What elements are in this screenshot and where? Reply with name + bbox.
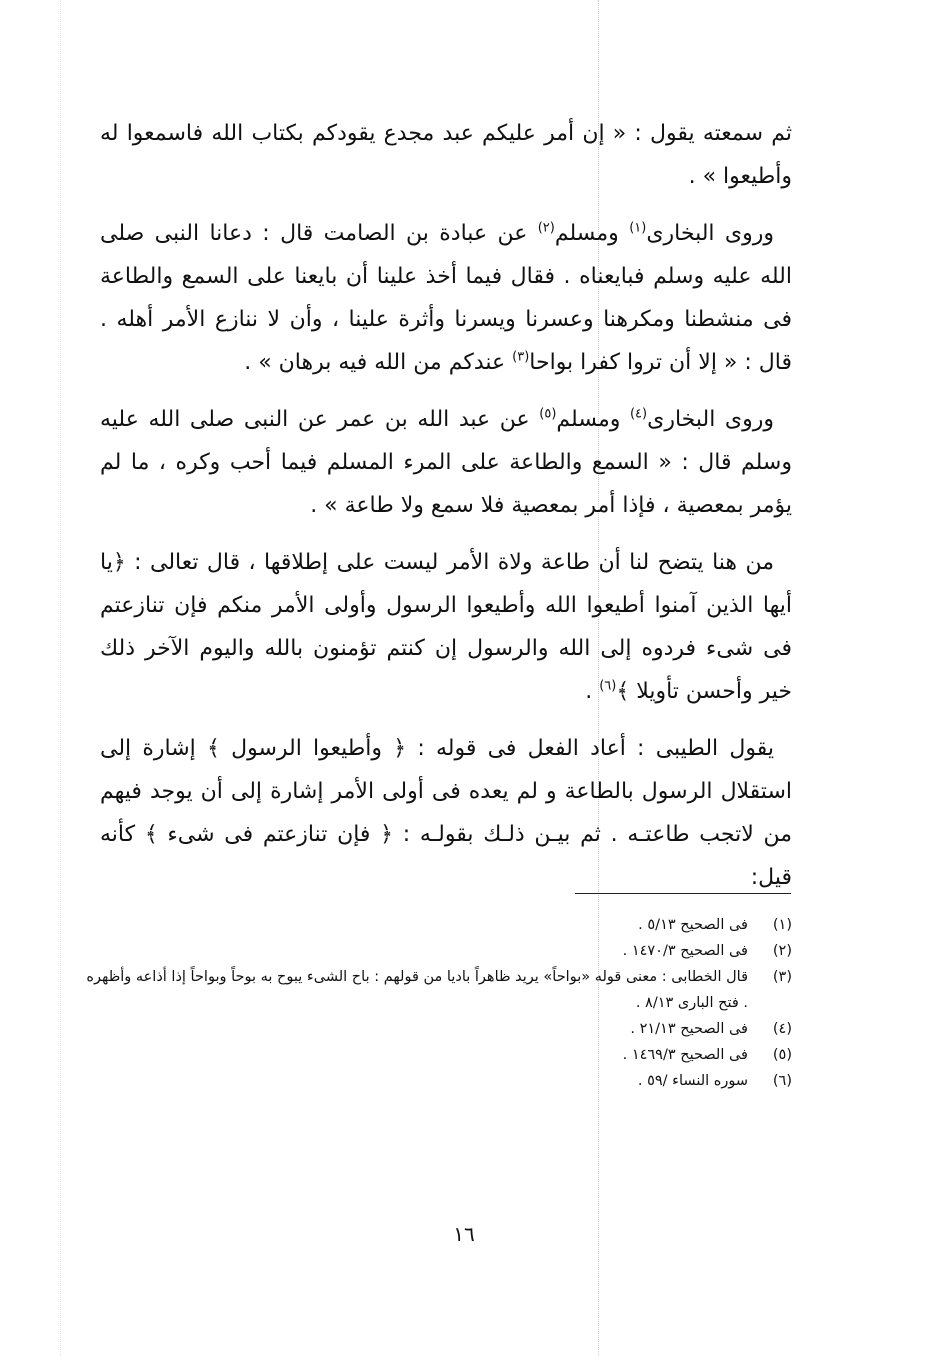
page-number: ١٦ bbox=[453, 1222, 475, 1246]
paragraph-text: . bbox=[585, 679, 600, 704]
footnote bbox=[80, 912, 792, 938]
footnote-number: (١) bbox=[772, 917, 792, 933]
paragraph-text: ومسلم bbox=[554, 221, 630, 246]
footnote-marker: (٤) bbox=[629, 406, 648, 422]
footnote-number: (٣) bbox=[772, 969, 792, 985]
footnote bbox=[80, 1068, 792, 1094]
paragraph-text: من هنا يتضح لنا أن طاعة ولاة الأمر ليست على إطلاقها ، قال تعالى : ﴿يا أيها الذين آمنوا أطيعوا الله وأطيعوا الرسول وأولى الأمر منكم فإن تنازعتم فى شىء فردوه إلى الله والرسول إن كنتم تؤمنون بالله واليوم الآخر ذلك خير وأحسن تأويلا ﴾ bbox=[100, 550, 792, 704]
footnote bbox=[80, 1042, 792, 1068]
footnote bbox=[80, 1016, 792, 1042]
main-text bbox=[100, 112, 792, 913]
paragraph bbox=[100, 541, 792, 713]
paragraph-text: عندكم من الله فيه برهان » . bbox=[244, 350, 513, 375]
paragraph bbox=[100, 727, 792, 899]
paragraph-text: عن عبادة بن الصامت قال : دعانا النبى صلى الله عليه وسلم فبايعناه . فقال فيما أخذ علينا أن بايعنا على السمع والطاعة فى منشطنا ومكرهنا وعسرنا ويسرنا وأثرة علينا ، وأن لا ننازع الأمر أهله . قال : « إلا أن تروا كفرا بواحا bbox=[100, 221, 792, 375]
paragraph-text: ومسلم bbox=[556, 407, 630, 432]
footnote-number: (٦) bbox=[772, 1073, 792, 1089]
paragraph-text: عن عبد الله بن عمر عن النبى صلى الله عليه وسلم قال : « السمع والطاعة على المرء المسلم فيما أحب وكره ، ما لم يؤمر بمعصية ، فإذا أمر بمعصية فلا سمع ولا طاعة » . bbox=[100, 407, 792, 518]
footnote-number: (٥) bbox=[772, 1047, 792, 1063]
paragraph bbox=[100, 112, 792, 198]
footnote-text: فى الصحيح ٢١/١٣ . bbox=[630, 1021, 748, 1037]
footnote-text: فى الصحيح ١٤٧٠/٣ . bbox=[622, 943, 748, 959]
paragraph-text: يقول الطيبى : أعاد الفعل فى قوله : ﴿ وأطيعوا الرسول ﴾ إشارة إلى استقلال الرسول بالطاعة و لم يعده فى أولى الأمر إشارة إلى أن يوجد فيهم من لاتجب طاعتـه . ثم بيـن ذلـك بقولـه : ﴿ فإن تنازعتم فى شىء ﴾ كأنه قيل: bbox=[100, 736, 792, 890]
footnote-text: فى الصحيح ٥/١٣ . bbox=[638, 917, 748, 933]
paragraph bbox=[100, 212, 792, 384]
footnote bbox=[80, 938, 792, 964]
footnote-separator bbox=[575, 893, 791, 894]
footnote-marker: (١) bbox=[629, 220, 647, 236]
footnote-number: (٤) bbox=[772, 1021, 792, 1037]
scan-artifact-line-left bbox=[60, 0, 61, 1356]
footnote-marker: (٦) bbox=[599, 678, 617, 694]
footnote bbox=[80, 964, 792, 1016]
paragraph bbox=[100, 398, 792, 527]
footnotes bbox=[80, 912, 792, 1094]
footnote-marker: (٣) bbox=[512, 349, 530, 365]
footnote-text: سوره النساء /٥٩ . bbox=[637, 1073, 748, 1089]
paragraph-text: وروى البخارى bbox=[647, 407, 775, 432]
footnote-number: (٢) bbox=[772, 943, 792, 959]
paragraph-text: ثم سمعته يقول : « إن أمر عليكم عبد مجدع يقودكم بكتاب الله فاسمعوا له وأطيعوا » . bbox=[100, 121, 792, 189]
footnote-text: فى الصحيح ١٤٦٩/٣ . bbox=[622, 1047, 748, 1063]
footnote-text: قال الخطابى : معنى قوله «بواحاً» يريد ظاهراً باديا من قولهم : باح الشىء يبوح به بوحاً وبواحاً إذا أذاعه وأظهره . فتح البارى ٨/١٣ . bbox=[86, 969, 748, 1011]
footnote-marker: (٢) bbox=[537, 220, 555, 236]
footnote-marker: (٥) bbox=[539, 406, 557, 422]
paragraph-text: وروى البخارى bbox=[646, 221, 774, 246]
